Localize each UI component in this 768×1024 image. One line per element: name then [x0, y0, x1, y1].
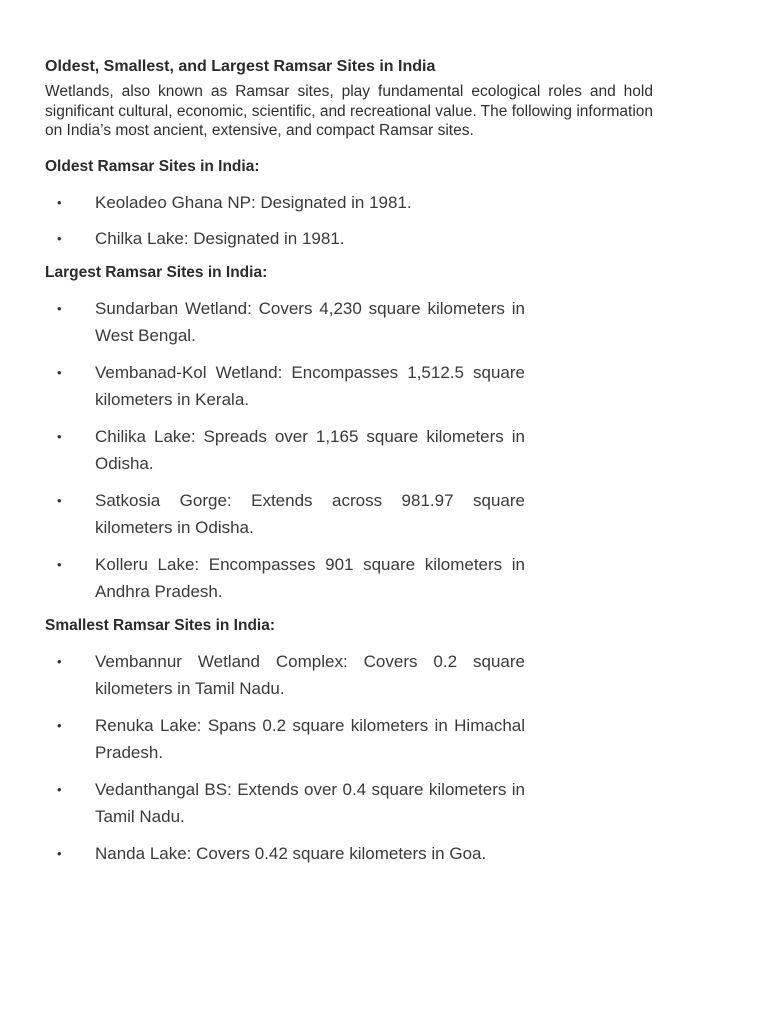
document-title: Oldest, Smallest, and Largest Ramsar Sites in India [45, 58, 436, 75]
bullet-icon: • [57, 492, 62, 508]
section-heading-smallest: Smallest Ramsar Sites in India: [45, 616, 276, 634]
bullet-icon: • [57, 428, 62, 444]
list-item-text: Sundarban Wetland: Covers 4,230 square kilometers in West Bengal. [95, 298, 525, 345]
bullet-icon: • [57, 781, 62, 797]
list-item-text: Renuka Lake: Spans 0.2 square kilometers in Himachal Pradesh. [95, 715, 525, 762]
section-oldest [45, 156, 653, 253]
list-item-text: Kolleru Lake: Encompasses 901 square kilometers in Andhra Pradesh. [95, 554, 525, 601]
list-item [45, 423, 525, 478]
section-heading-largest: Largest Ramsar Sites in India: [45, 263, 268, 281]
list-item [45, 551, 525, 606]
list-item-text: Vembanad-Kol Wetland: Encompasses 1,512.5 square kilometers in Kerala. [95, 362, 525, 409]
list-item [45, 840, 525, 868]
bullet-icon: • [57, 231, 62, 246]
list-item-text: Keoladeo Ghana NP: Designated in 1981. [95, 192, 412, 212]
list-item-text: Vembannur Wetland Complex: Covers 0.2 square kilometers in Tamil Nadu. [95, 651, 525, 698]
list-item [45, 487, 525, 542]
bullet-icon: • [57, 300, 62, 316]
oldest-sites-list [45, 189, 525, 253]
list-item [45, 359, 525, 414]
document-page [45, 56, 653, 876]
list-item-text: Chilika Lake: Spreads over 1,165 square kilometers in Odisha. [95, 426, 525, 473]
bullet-icon: • [57, 364, 62, 380]
section-heading-oldest: Oldest Ramsar Sites in India: [45, 157, 260, 175]
list-item [45, 189, 525, 217]
intro-paragraph: Wetlands, also known as Ramsar sites, play fundamental ecological roles and hold significant cultural, economic, scientific, and recreational value. The following information on India’s most ancient, extensive, and compact Ramsar sites. [45, 83, 653, 139]
bullet-icon: • [57, 845, 62, 861]
bullet-icon: • [57, 717, 62, 733]
bullet-icon: • [57, 556, 62, 572]
list-item [45, 776, 525, 831]
list-item [45, 225, 525, 253]
smallest-sites-list [45, 648, 525, 868]
largest-sites-list [45, 295, 525, 606]
bullet-icon: • [57, 194, 62, 210]
section-largest [45, 262, 653, 606]
list-item-text: Chilka Lake: Designated in 1981. [95, 229, 345, 248]
bullet-icon: • [57, 653, 62, 669]
list-item [45, 712, 525, 767]
list-item [45, 295, 525, 350]
section-smallest [45, 615, 653, 868]
list-item-text: Nanda Lake: Covers 0.42 square kilometers in Goa. [95, 843, 487, 863]
list-item [45, 648, 525, 703]
list-item-text: Vedanthangal BS: Extends over 0.4 square kilometers in Tamil Nadu. [95, 779, 525, 826]
list-item-text: Satkosia Gorge: Extends across 981.97 square kilometers in Odisha. [95, 490, 525, 537]
